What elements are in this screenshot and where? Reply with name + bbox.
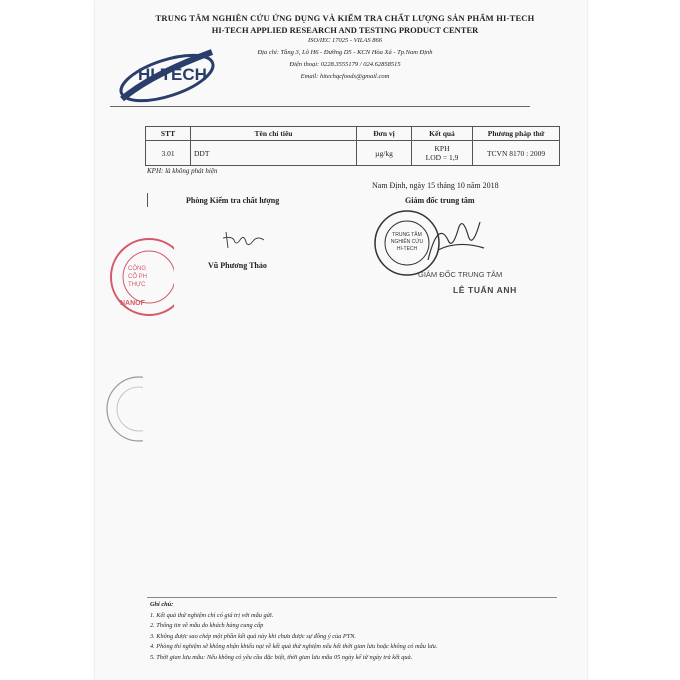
table-header-row [146,127,560,141]
svg-text:CÔNG: CÔNG [128,266,146,272]
table-row [146,141,560,166]
cell-name: DDT [191,141,357,166]
cell-stt: 3.01 [146,141,191,166]
cell-unit: µg/kg [357,141,412,166]
col-unit: Đơn vị [357,127,412,141]
cell-method: TCVN 8170 : 2009 [473,141,560,166]
dept-signer-name: Vũ Phương Thảo [208,261,267,270]
note-item: 1. Kết quả thử nghiệm chỉ có giá trị với mẫu gửi. [150,611,274,619]
svg-text:NANOF: NANOF [120,300,145,307]
svg-text:HI-TECH: HI-TECH [396,246,418,252]
svg-text:TRUNG TÂM: TRUNG TÂM [392,232,422,238]
director-title: GIÁM ĐỐC TRUNG TÂM [418,270,503,279]
dept-label: Phòng Kiểm tra chất lượng [186,196,280,205]
col-result: Kết quả [412,127,473,141]
notes-title: Ghi chú: [150,601,174,608]
center-name-vn: TRUNG TÂM NGHIÊN CỨU ỨNG DỤNG VÀ KIỂM TRA CHẤT LƯỢNG SẢN PHẨM HI-TECH [155,13,535,23]
director-signature [418,210,488,270]
company-stamp [104,232,174,322]
result-lod: LOD = 1,9 [425,153,459,162]
phone-line: Điện thoại: 0228.3555179 / 024.62858515 [289,61,401,68]
director-name: LÊ TUẤN ANH [453,285,517,295]
note-item: 4. Phòng thí nghiệm sẽ không nhận khiếu nại về kết quả thử nghiệm nếu hết thời gian lưu hoặc không có mẫu lưu. [150,643,438,651]
center-name-en: HI-TECH APPLIED RESEARCH AND TESTING PRODUCT CENTER [211,25,479,35]
date-line: Nam Định, ngày 15 tháng 10 năm 2018 [372,181,499,190]
page-seal [103,372,143,447]
notes-section [150,600,437,664]
address-line: Địa chỉ: Tầng 3, Lô H6 - Đường D5 - KCN Hòa Xá - Tp.Nam Định [257,49,433,56]
header-divider [110,106,530,107]
note-item: 2. Thông tin về mẫu do khách hàng cung cấp [150,622,264,630]
cell-result [412,141,473,166]
note-item: 5. Thời gian lưu mẫu: Nếu không có yêu cầu đặc biệt, thời gian lưu mẫu 05 ngày kể từ ngày trả kết quả. [150,653,413,661]
results-table [145,126,560,166]
svg-text:THỰC: THỰC [128,282,146,288]
col-stt: STT [146,127,191,141]
dept-signature [220,228,270,253]
col-method: Phương pháp thử [473,127,560,141]
svg-text:CỔ PH: CỔ PH [128,274,148,280]
director-label: Giám đốc trung tâm [405,196,475,205]
svg-text:NGHIÊN CỨU: NGHIÊN CỨU [390,239,424,245]
iso-line: ISO/IEC 17025 - VILAS 866 [307,37,383,44]
kph-note: KPH: là không phát hiện [147,167,218,175]
margin-bar [147,193,148,207]
logo-text: HI-TECH [138,65,207,84]
footer-divider [147,597,557,598]
col-name: Tên chỉ tiêu [191,127,357,141]
note-item: 3. Không được sao chép một phần kết quả này khi chưa được sự đồng ý của PTN. [150,632,357,640]
email-line: Email: hitechqcfoods@gmail.com [300,73,390,80]
result-value: KPH [434,144,450,153]
